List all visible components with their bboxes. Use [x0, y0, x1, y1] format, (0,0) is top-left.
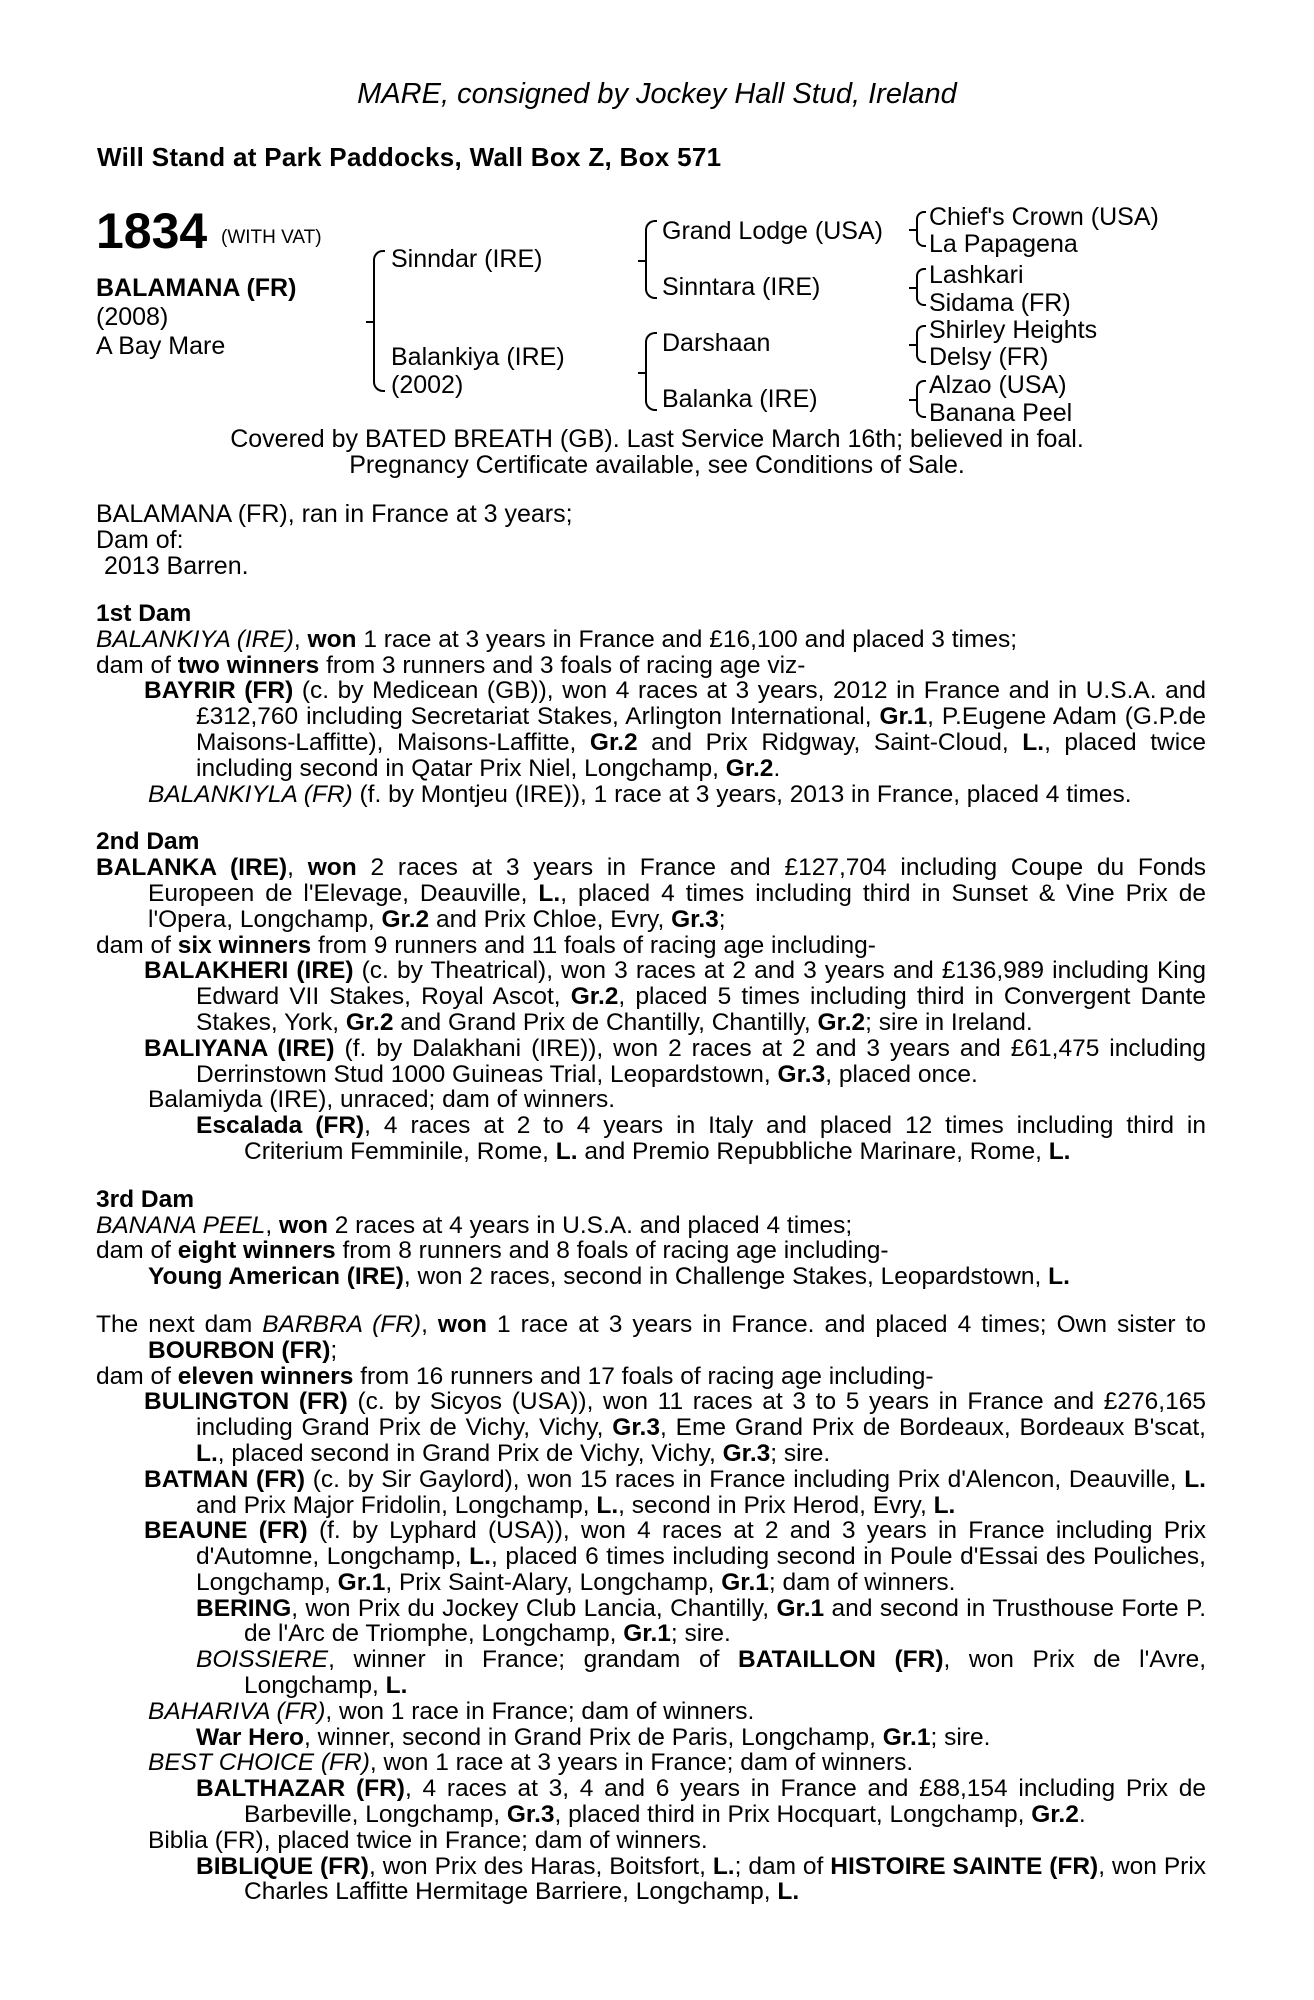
third-dam-text: BANANA PEEL, won 2 races at 4 years in U.S.A. and placed 4 times;	[96, 1211, 853, 1239]
pedigree-brace-dam	[645, 332, 657, 411]
pedigree-dam-dam: Balanka (IRE)	[662, 385, 818, 413]
second-dam-produce: dam of six winners from 9 runners and 11 foals of racing age including-	[96, 931, 876, 959]
intro-line-2: Dam of:	[96, 526, 184, 554]
first-dam-produce: dam of two winners from 3 runners and 3 foals of racing age viz-	[96, 651, 806, 679]
produce-escalada: Escalada (FR), 4 races at 2 to 4 years in Italy and placed 12 times including third in Criterium Femminile, Rome, L. and Premio Repubbliche Marinare, Rome, L.	[196, 1112, 1206, 1165]
pedigree-dam-year: (2002)	[391, 371, 464, 399]
vat-note: (WITH VAT)	[221, 227, 322, 248]
produce-record	[96, 601, 1206, 1905]
pedigree-g1: Chief's Crown (USA)	[929, 203, 1159, 231]
first-dam-heading: 1st Dam	[96, 600, 192, 627]
produce-war-hero: War Hero, winner, second in Grand Prix de Paris, Longchamp, Gr.1; sire.	[196, 1723, 991, 1751]
horse-description: A Bay Mare	[96, 332, 226, 360]
next-dam-text: The next dam BARBRA (FR), won 1 race at 3 years in France. and placed 4 times; Own sister to BOURBON (FR);	[96, 1310, 1206, 1364]
produce-balankiyla: BALANKIYLA (FR) (f. by Montjeu (IRE)), 1 race at 3 years, 2013 in France, placed 4 times.	[148, 780, 1132, 808]
produce-biblique: BIBLIQUE (FR), won Prix des Haras, Boitsfort, L.; dam of HISTOIRE SAINTE (FR), won Prix Charles Laffitte Hermitage Barriere, Longchamp, L.	[196, 1852, 1207, 1906]
pedigree-brace-g4	[916, 380, 926, 418]
pedigree-g4: Sidama (FR)	[929, 289, 1071, 317]
pedigree-g3: Lashkari	[929, 261, 1024, 289]
produce-boissiere: BOISSIERE, winner in France; grandam of BATAILLON (FR), won Prix de l'Avre, Longchamp, L.	[196, 1646, 1207, 1700]
covered-line: Covered by BATED BREATH (GB). Last Service March 16th; believed in foal.	[230, 425, 1084, 453]
pedigree-dam-sire: Darshaan	[662, 329, 771, 357]
produce-balamiyda: Balamiyda (IRE), unraced; dam of winners.	[148, 1086, 616, 1114]
pedigree-dam: Balankiya (IRE)	[391, 343, 565, 371]
produce-bulington: BULINGTON (FR) (c. by Sicyos (USA)), won 11 races at 3 to 5 years in France and £276,165 including Grand Prix de Vichy, Vichy, Gr.3, Eme Grand Prix de Bordeaux, Bordeaux B'scat, L., placed second in Grand Prix de Vichy, Vichy, Gr.3; sire.	[144, 1388, 1206, 1467]
pedigree-g8: Banana Peel	[929, 399, 1073, 427]
pedigree-brace-g1	[916, 211, 926, 247]
produce-beaune: BEAUNE (FR) (f. by Lyphard (USA)), won 4 races at 2 and 3 years in France including Prix d'Automne, Longchamp, L., placed 6 times including second in Poule d'Essai des Pouliches, Longchamp, Gr.1, Prix Saint-Alary, Longchamp, Gr.1; dam of winners.	[144, 1517, 1206, 1596]
lot-number: 1834	[96, 203, 208, 259]
stand-location: Will Stand at Park Paddocks, Wall Box Z, Box 571	[97, 142, 722, 172]
intro-line-3: 2013 Barren.	[104, 552, 249, 580]
pedigree-g2: La Papagena	[929, 230, 1078, 258]
produce-balakheri: BALAKHERI (IRE) (c. by Theatrical), won 3 races at 2 and 3 years and £136,989 including King Edward VII Stakes, Royal Ascot, Gr.2, placed 5 times including third in Convergent Dante Stakes, York, Gr.2 and Grand Prix de Chantilly, Chantilly, Gr.2; sire in Ireland.	[144, 957, 1206, 1036]
produce-young-american: Young American (IRE), won 2 races, second in Challenge Stakes, Leopardstown, L.	[148, 1263, 1070, 1291]
produce-balthazar: BALTHAZAR (FR), 4 races at 3, 4 and 6 years in France and £88,154 including Prix de Barbeville, Longchamp, Gr.3, placed third in Prix Hocquart, Longchamp, Gr.2.	[196, 1775, 1206, 1829]
horse-name: BALAMANA (FR)	[96, 274, 297, 302]
pedigree-sire-dam: Sinntara (IRE)	[662, 273, 821, 301]
pedigree-sire: Sinndar (IRE)	[391, 245, 543, 273]
pedigree-brace-g2	[916, 268, 926, 306]
produce-bayrir: BAYRIR (FR) (c. by Medicean (GB)), won 4 races at 3 years, 2012 in France and in U.S.A. and £312,760 including Secretariat Stakes, Arlington International, Gr.1, P.Eugene Adam (G.P.de Maisons-Laffitte), Maisons-Laffitte, Gr.2 and Prix Ridgway, Saint-Cloud, L., placed twice including second in Qatar Prix Niel, Longchamp, Gr.2.	[144, 677, 1207, 782]
produce-baliyana: BALIYANA (IRE) (f. by Dalakhani (IRE)), won 2 races at 2 and 3 years and £61,475 including Derrinstown Stud 1000 Guineas Trial, Leopardstown, Gr.3, placed once.	[144, 1034, 1206, 1088]
third-dam-heading: 3rd Dam	[96, 1185, 195, 1213]
pedigree-brace-main	[373, 250, 385, 392]
pedigree-g6: Delsy (FR)	[929, 343, 1049, 371]
horse-year: (2008)	[96, 303, 169, 331]
consignment-title: MARE, consigned by Jockey Hall Stud, Ireland	[357, 78, 957, 110]
next-dam-produce: dam of eleven winners from 16 runners and 17 foals of racing age including-	[96, 1362, 934, 1390]
pedigree-brace-g3	[916, 325, 926, 363]
first-dam-text: BALANKIYA (IRE), won 1 race at 3 years in France and £16,100 and placed 3 times;	[96, 625, 1018, 653]
produce-biblia: Biblia (FR), placed twice in France; dam of winners.	[148, 1826, 708, 1854]
produce-baharivá: BAHARIVA (FR), won 1 race in France; dam of winners.	[148, 1697, 755, 1725]
produce-batman: BATMAN (FR) (c. by Sir Gaylord), won 15 races in France including Prix d'Alencon, Deauville, L. and Prix Major Fridolin, Longchamp, L., second in Prix Herod, Evry, L.	[144, 1465, 1206, 1519]
second-dam-text: BALANKA (IRE), won 2 races at 3 years in France and £127,704 including Coupe du Fonds Europeen de l'Elevage, Deauville, L., placed 4 times including third in Sunset & Vine Prix de l'Opera, Longchamp, Gr.2 and Prix Chloe, Evry, Gr.3;	[96, 854, 1207, 933]
pedigree-g5: Shirley Heights	[929, 316, 1098, 344]
second-dam-heading: 2nd Dam	[96, 828, 200, 856]
pedigree-brace-sire	[645, 220, 657, 299]
pedigree-g7: Alzao (USA)	[929, 371, 1067, 399]
pedigree-sire-sire: Grand Lodge (USA)	[662, 217, 883, 245]
third-dam-produce: dam of eight winners from 8 runners and 8 foals of racing age including-	[96, 1237, 889, 1265]
produce-bering: BERING, won Prix du Jockey Club Lancia, Chantilly, Gr.1 and second in Trusthouse Forte P. de l'Arc de Triomphe, Longchamp, Gr.1; sire.	[196, 1594, 1206, 1648]
produce-best-choice: BEST CHOICE (FR), won 1 race at 3 years in France; dam of winners.	[148, 1749, 914, 1777]
intro-line-1: BALAMANA (FR), ran in France at 3 years;	[96, 500, 573, 528]
pregnancy-line: Pregnancy Certificate available, see Conditions of Sale.	[349, 451, 965, 479]
